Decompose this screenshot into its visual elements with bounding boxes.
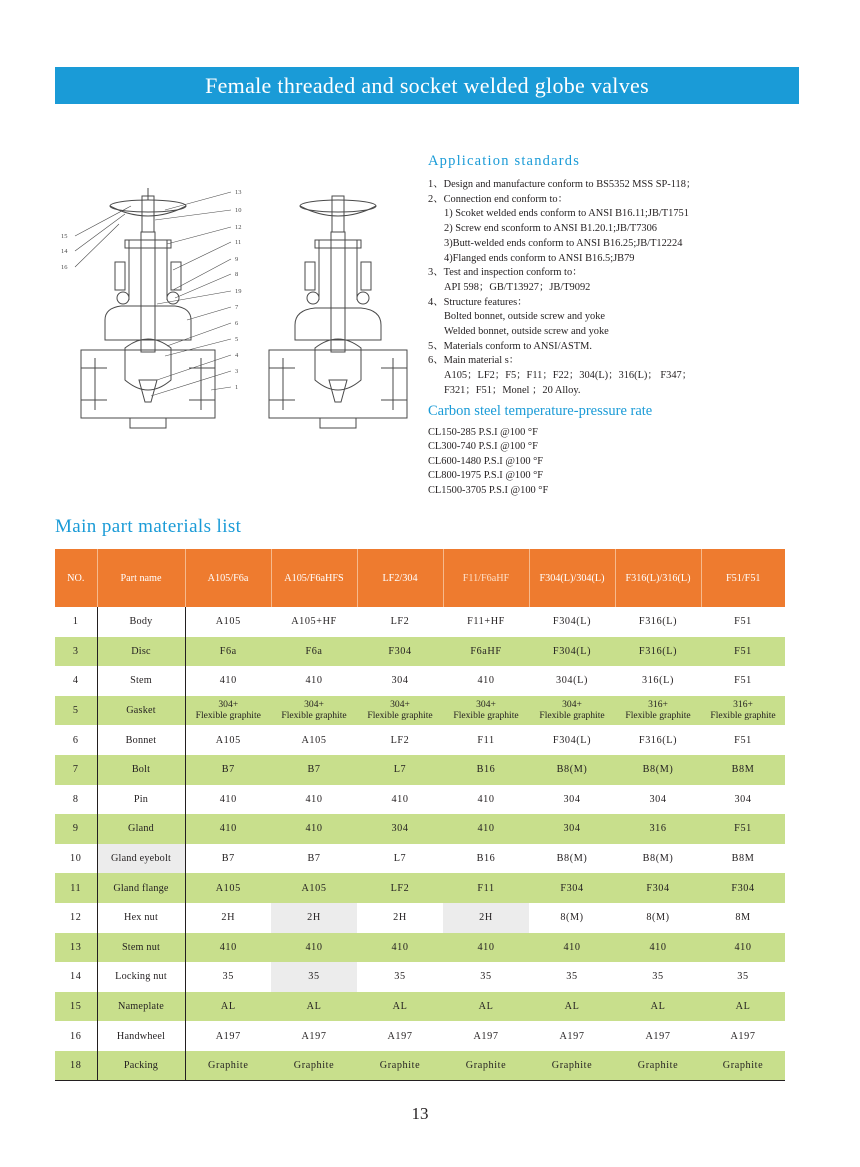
row-number: 18 [55, 1051, 97, 1081]
part-name: Bolt [97, 755, 185, 785]
part-name: Body [97, 607, 185, 637]
callout-12: 12 [235, 224, 242, 231]
part-name: Gland flange [97, 873, 185, 903]
column-header: A105/F6a [185, 549, 271, 607]
row-number: 4 [72, 675, 79, 687]
valve-drawing-left [81, 188, 215, 428]
standard-line: 4)Flanged ends conform to ANSI B16.5;JB79 [444, 252, 635, 264]
material-cell: 35 [394, 971, 406, 983]
material-cell: 410 [305, 793, 323, 805]
part-name: Disc [97, 637, 185, 667]
table-row [55, 637, 785, 667]
table-row [55, 814, 785, 844]
material-cell: 410 [357, 933, 443, 963]
table-row [55, 696, 785, 726]
material-cell: 35 [566, 971, 578, 983]
table-row [55, 844, 785, 874]
column-header: F51/F51 [701, 549, 785, 607]
material-filler: Flexible graphite [539, 709, 605, 721]
standard-line: 4、Structure features： [428, 296, 528, 308]
material-cell: B7 [271, 755, 357, 785]
table-row [55, 725, 785, 755]
column-header: Part name [97, 549, 185, 607]
pressure-rate-line: CL600-1480 P.S.I @100 °F [428, 455, 544, 467]
material-cell: Graphite [443, 1051, 529, 1081]
material-cell: 8(M) [560, 912, 584, 924]
row-number: 13 [55, 933, 97, 963]
callout-10: 10 [235, 207, 242, 214]
callout-1: 1 [235, 384, 239, 391]
material-cell: AL [701, 992, 785, 1022]
table-row [55, 962, 785, 992]
standard-line: API 598；GB/T13927；JB/T9092 [444, 281, 591, 293]
pressure-rate-line: CL300-740 P.S.I @100 °F [428, 441, 538, 453]
row-number: 16 [70, 1030, 82, 1042]
table-row [55, 1021, 785, 1051]
table-row [55, 666, 785, 696]
row-number: 14 [70, 971, 82, 983]
material-cell: F6a [185, 637, 271, 667]
material-cell: 304 [529, 814, 615, 844]
material-cell: 410 [219, 793, 237, 805]
application-standards [428, 153, 808, 499]
material-cell: B8(M) [615, 755, 701, 785]
material-cell: 35 [480, 971, 492, 983]
material-cell: F11+HF [467, 616, 505, 628]
material-cell: F51 [734, 616, 752, 628]
material-cell: A197 [301, 1030, 327, 1042]
part-name: Stem [97, 666, 185, 696]
material-grade: 316+ [733, 699, 753, 711]
material-grade: 304+ [218, 699, 239, 711]
column-header: F304(L)/304(L) [529, 549, 615, 607]
standard-line: A105；LF2；F5；F11；F22；304(L)；316(L)； F347； [444, 370, 693, 382]
material-grade: 304+ [562, 699, 582, 711]
standard-line: 2) Screw end sconform to ANSI B1.20.1;JB/T7306 [444, 223, 657, 235]
material-cell: 410 [185, 814, 271, 844]
material-grade: 304+ [304, 699, 324, 711]
material-cell: F51 [701, 814, 785, 844]
material-cell: A197 [473, 1030, 499, 1042]
material-cell: 410 [443, 814, 529, 844]
material-cell: 304 [563, 793, 581, 805]
standard-line: 1) Scoket welded ends conform to ANSI B16.11;JB/T1751 [444, 208, 689, 220]
part-name: Gland [97, 814, 185, 844]
material-cell: 8(M) [646, 912, 670, 924]
material-cell: F304(L) [552, 616, 592, 628]
page-number: 13 [411, 1104, 429, 1123]
pressure-rate-line: CL800-1975 P.S.I @100 °F [428, 470, 544, 482]
material-filler: Flexible graphite [625, 709, 691, 721]
standard-line: 5、Materials conform to ANSI/ASTM. [428, 340, 592, 352]
material-cell: 410 [701, 933, 785, 963]
material-cell: A105 [271, 873, 357, 903]
material-cell: B8(M) [529, 755, 615, 785]
material-cell: F51 [734, 734, 752, 746]
material-cell: F11 [477, 734, 495, 746]
material-cell: LF2 [357, 873, 443, 903]
material-cell: 35 [737, 971, 749, 983]
material-cell: F51 [701, 637, 785, 667]
material-cell: A197 [387, 1030, 413, 1042]
pressure-rate-list [428, 426, 808, 499]
material-cell [443, 696, 529, 726]
material-filler: Flexible graphite [281, 709, 347, 721]
standard-line: 1、Design and manufacture conform to BS5352 MSS SP-118； [428, 179, 697, 190]
column-header: F11/F6aHF [443, 549, 529, 607]
material-cell: 304 [734, 793, 752, 805]
material-cell: 316 [615, 814, 701, 844]
callout-6: 6 [235, 320, 239, 327]
callout-14: 14 [61, 248, 68, 255]
material-cell: F304 [615, 873, 701, 903]
material-cell: F6a [271, 637, 357, 667]
material-cell: A197 [215, 1030, 241, 1042]
row-number: 15 [55, 992, 97, 1022]
material-cell: B7 [221, 853, 235, 865]
application-standards-heading: Application standards [428, 153, 581, 169]
part-name: Gasket [97, 696, 185, 726]
table-row [55, 785, 785, 815]
material-cell: B7 [185, 755, 271, 785]
material-cell: AL [271, 992, 357, 1022]
material-cell: A105 [215, 734, 241, 746]
material-cell: Graphite [271, 1051, 357, 1081]
material-filler: Flexible graphite [710, 709, 776, 721]
material-cell: A105 [185, 873, 271, 903]
standard-line: 6、Main material s： [428, 355, 520, 367]
material-cell: F51 [734, 675, 752, 687]
material-cell: B8M [701, 755, 785, 785]
page-banner: Female threaded and socket welded globe valves [55, 67, 799, 104]
material-cell: L7 [393, 853, 407, 865]
material-cell: F316(L) [615, 637, 701, 667]
row-number: 7 [55, 755, 97, 785]
material-cell: 316(L) [642, 675, 674, 687]
material-cell [271, 696, 357, 726]
material-cell [357, 696, 443, 726]
part-name: Pin [97, 785, 185, 815]
globe-valve-drawing [55, 180, 415, 450]
standards-list [428, 178, 808, 399]
standard-line: 2、Connection end conform to： [428, 193, 568, 205]
table-row [55, 873, 785, 903]
material-cell: A197 [645, 1030, 671, 1042]
row-number: 8 [72, 793, 79, 805]
table-row [55, 992, 785, 1022]
part-name: Handwheel [97, 1021, 185, 1051]
standard-line: 3)Butt-welded ends conform to ANSI B16.25;JB/T12224 [444, 237, 683, 249]
material-cell: F304 [357, 637, 443, 667]
material-cell: A105+HF [291, 616, 337, 628]
valve-drawing-right [269, 196, 407, 428]
material-cell: A197 [730, 1030, 756, 1042]
row-number: 9 [55, 814, 97, 844]
table-row [55, 755, 785, 785]
materials-header-row [55, 549, 785, 607]
material-cell: 2H [393, 912, 407, 924]
callout-19: 19 [235, 288, 242, 295]
material-cell: 410 [443, 933, 529, 963]
material-cell: F304 [701, 873, 785, 903]
material-cell: LF2 [390, 616, 410, 628]
material-cell: B16 [476, 853, 496, 865]
material-grade: 316+ [648, 699, 668, 711]
material-cell: L7 [357, 755, 443, 785]
table-row [55, 933, 785, 963]
material-cell: 410 [529, 933, 615, 963]
material-cell [529, 696, 615, 726]
column-header: F316(L)/316(L) [615, 549, 701, 607]
part-name: Stem nut [97, 933, 185, 963]
standard-line: F321；F51；Monel ；20 Alloy. [444, 384, 581, 396]
material-cell: F304(L) [529, 637, 615, 667]
material-cell: 304 [391, 675, 409, 687]
table-row [55, 607, 785, 637]
column-header: NO. [55, 549, 97, 607]
material-cell: 304 [357, 814, 443, 844]
callout-8: 8 [235, 271, 239, 278]
part-name: Locking nut [97, 962, 185, 992]
material-cell: 35 [271, 962, 357, 992]
material-cell: B7 [307, 853, 321, 865]
material-cell: F316(L) [638, 616, 678, 628]
part-name: Packing [97, 1051, 185, 1081]
material-cell: 410 [271, 814, 357, 844]
material-cell: 410 [477, 793, 495, 805]
callout-16: 16 [61, 264, 68, 271]
material-cell: F304 [529, 873, 615, 903]
materials-list-title: Main part materials list [55, 516, 242, 537]
materials-table [55, 549, 785, 1081]
material-cell: A105 [301, 734, 327, 746]
material-cell: Graphite [701, 1051, 785, 1081]
material-grade: 304+ [390, 699, 410, 711]
row-number: 11 [55, 873, 97, 903]
material-cell: F304(L) [552, 734, 592, 746]
material-cell: B8M [731, 853, 755, 865]
part-name: Bonnet [97, 725, 185, 755]
callout-3: 3 [235, 368, 239, 375]
material-grade: 304+ [476, 699, 496, 711]
material-cell: 410 [271, 933, 357, 963]
carbon-steel-heading: Carbon steel temperature-pressure rate [428, 402, 653, 419]
standard-line: Welded bonnet, outside screw and yoke [444, 326, 609, 338]
standard-line: Bolted bonnet, outside screw and yoke [444, 311, 606, 323]
material-cell: F316(L) [638, 734, 678, 746]
material-cell: F6aHF [443, 637, 529, 667]
callout-15: 15 [61, 233, 68, 240]
material-cell: F11 [443, 873, 529, 903]
material-cell: Graphite [529, 1051, 615, 1081]
material-cell: 304 [649, 793, 667, 805]
material-cell: LF2 [390, 734, 410, 746]
row-number: 3 [55, 637, 97, 667]
material-cell: 8M [735, 912, 751, 924]
material-cell: 2H [271, 903, 357, 933]
material-cell: B8(M) [642, 853, 674, 865]
callout-11: 11 [235, 239, 242, 246]
part-name: Hex nut [97, 903, 185, 933]
material-cell: 304(L) [556, 675, 588, 687]
material-cell: B8(M) [556, 853, 588, 865]
callout-5: 5 [235, 336, 239, 343]
material-cell: A105 [215, 616, 241, 628]
row-number: 12 [70, 912, 82, 924]
material-cell: Graphite [185, 1051, 271, 1081]
material-filler: Flexible graphite [453, 709, 519, 721]
callout-7: 7 [235, 304, 239, 311]
table-row [55, 903, 785, 933]
material-filler: Flexible graphite [195, 709, 261, 721]
row-number: 1 [72, 616, 79, 628]
standard-line: 3、Test and inspection conform to： [428, 267, 583, 279]
material-cell: 2H [443, 903, 529, 933]
material-filler: Flexible graphite [367, 709, 433, 721]
material-cell: 410 [219, 675, 237, 687]
material-cell: 410 [615, 933, 701, 963]
part-name: Gland eyebolt [97, 844, 185, 874]
pressure-rate-line: CL150-285 P.S.I @100 °F [428, 426, 538, 438]
material-cell: AL [615, 992, 701, 1022]
material-cell: 2H [221, 912, 236, 924]
part-name: Nameplate [97, 992, 185, 1022]
material-cell: A197 [559, 1030, 585, 1042]
material-cell: Graphite [357, 1051, 443, 1081]
row-number: 10 [70, 853, 82, 865]
column-header: A105/F6aHFS [271, 549, 357, 607]
material-cell: 410 [477, 675, 495, 687]
callout-4: 4 [235, 352, 239, 359]
material-cell: 410 [391, 793, 409, 805]
row-number: 6 [72, 734, 79, 746]
callout-13: 13 [235, 189, 242, 196]
material-cell [701, 696, 785, 726]
material-cell: AL [357, 992, 443, 1022]
material-cell: AL [185, 992, 271, 1022]
material-cell: Graphite [615, 1051, 701, 1081]
callout-9: 9 [235, 256, 239, 263]
pressure-rate-line: CL1500-3705 P.S.I @100 °F [428, 484, 549, 496]
column-header: LF2/304 [357, 549, 443, 607]
table-row [55, 1051, 785, 1081]
material-cell [185, 696, 271, 726]
material-cell: AL [443, 992, 529, 1022]
material-cell: 410 [185, 933, 271, 963]
row-number: 5 [55, 696, 97, 726]
material-cell: 35 [652, 971, 664, 983]
material-cell: AL [529, 992, 615, 1022]
material-cell: 35 [222, 971, 234, 983]
material-cell: B16 [443, 755, 529, 785]
material-cell [615, 696, 701, 726]
material-cell: 410 [305, 675, 323, 687]
